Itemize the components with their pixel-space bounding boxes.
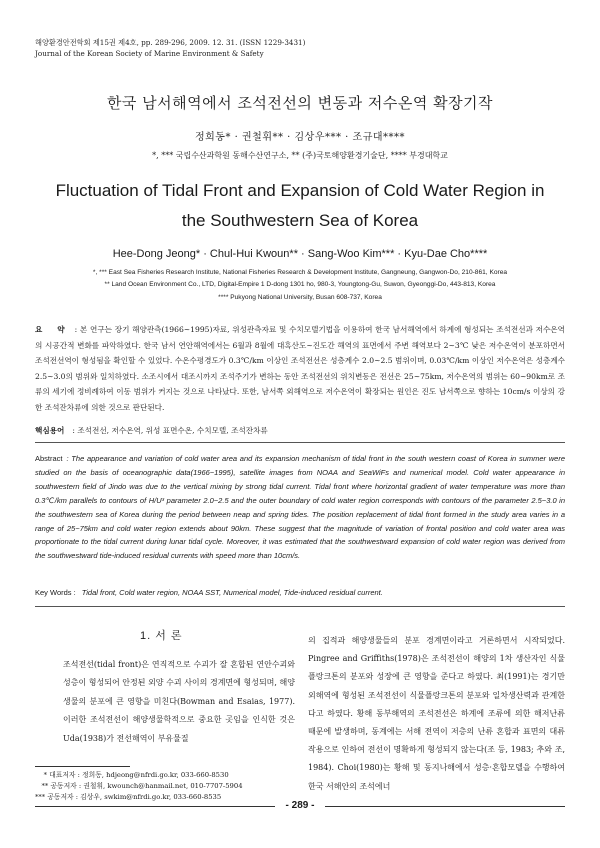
journal-citation: 해양환경안전학회 제15권 제4호, pp. 289-296, 2009. 12. 31. (ISSN 1229-3431) [35,38,306,47]
english-authors: Hee-Dong Jeong* · Chul-Hui Kwoun** · Sang-Woo Kim*** · Kyu-Dae Cho**** [112,248,488,260]
english-abstract-text: : The appearance and variation of cold water area and its expansion mechanism of tidal front in the south western coast of Korea in summer were studied on the basis of oceanographic data(1966~1995), satellite images from NOAA and SeaWiFs and numerical model. Cold water appearance in southwestern field of Jindo was due to the vertical mixing by strong tidal current. Tidal front where horizontal gradient of water temperature was more than 0.3℃/km parallels to contours of H/U³ parameter 2.0~2.5 and the outer boundary of cold water region corresponds with contours of the parameter 2.5~3.0 in the southwestern sea of Korea during the period between neap and spring tides. The position replacement of tidal front formed in the study area varies in a range of 25~75km and cold water region extends about 90km. These suggest that the magnitude of variation of frontal position and cold water area was proportionate to the tidal current during lunar tidal cycle. Moreover, it was estimated that the southwestward expansion of cold water region was derived from the southwestward tide-induced residual currents with speed more than 10cm/s. [35,454,565,561]
english-title-line2: the Southwestern Sea of Korea [181,211,419,230]
korean-abstract-label: 요 약 [35,325,71,334]
english-title-line1: Fluctuation of Tidal Front and Expansion of Cold Water Region in [55,181,545,200]
english-keywords [35,588,565,597]
abstract-divider [35,442,565,443]
footnote-1: * 대표저자 : 정희동, hdjeong@nfrdi.go.kr, 033-660-8530 [35,771,229,779]
english-keywords-label: Key Words : [35,588,76,597]
korean-keywords-text: : 조석전선, 저수온역, 위성 표면수온, 수치모델, 조석잔차류 [72,426,268,435]
body-right-column: 의 집적과 해양생물들의 분포 경계면이라고 거론하면서 시작되었다. Pingree and Griffiths(1978)은 조석전선이 해양의 1차 생산자인 식물플랑크톤의 분포와 성장에 큰 영향을 준다고 하였다. 최(1991)는 경기만 외해역에 형성된 조석전선이 식물플랑크톤의 분포와 일차생산력과 관계한다고 하였다. 황해 동부해역의 조석전선은 하계에 조류에 의한 해저난류 때문에 발생하며, 동계에는 서해 전역이 저층의 난류 혼합과 표면의 대류작용으로 인하여 전선이 명확하게 형성되지 않는다(조 등, 1983; 추와 조, 1984). Choi(1980)는 황해 및 동지나해에서 성층·혼합모델을 수행하여 한국 서해안의 조석에너 [308,636,565,791]
english-affiliation-1: *, *** East Sea Fisheries Research Institute, National Fisheries Research & Development Institute, Gangneung, Gangwon-Do, 210-861, Korea [92,269,508,276]
page-number-rule-right [325,806,565,807]
korean-abstract-text: : 본 연구는 장기 해양관측(1966~1995)자료, 위성관측자료 및 수치모델기법을 이용하여 한국 남서해역에서 하계에 형성되는 조석전선과 저수온역의 시공간적 변화를 파악하였다. 한국 남서 연안해역에서는 6월과 8월에 대흑산도~진도간 해역의 표면에서 주변 해역보다 2~3℃ 낮은 저수온역이 분포하면서 조석전선역이 형성됨을 확인할 수 있었다. 수온수평경도가 0.3℃/km 이상인 조석전선은 성층계수 2.0~2.5 범위이며, 0.03℃/km 이상인 저수온역은 성층계수 2.5~3.0의 범위와 일치하였다. 소조시에서 대조시까지 조석주기가 변하는 동안 조석전선의 위치변동은 전선은 25~75km, 저수온역의 범위는 60~90km로 조류의 세기에 정비례하여 이동 범위가 커지는 것으로 나타났다. 또한, 남서쪽 외해역으로 저수온역이 확장되는 원인은 진도 남서쪽으로 향하는 10cm/s 이상의 강한 조석잔차류에 의한 것으로 판단된다. [35,325,565,412]
korean-authors: 정희동* · 권철휘** · 김상우*** · 조규대**** [194,132,406,143]
korean-keywords-label: 핵심용어 [35,426,65,435]
footnotes [35,770,243,803]
footnote-3: *** 공동저자 : 김상우, swkim@nfrdi.go.kr, 033-660-8535 [35,793,222,801]
page-number: - 289 - [285,800,315,811]
korean-affiliation: *, *** 국립수산과학원 동해수산연구소, ** (주)국토해양환경기술단, **** 부경대학교 [152,151,448,160]
english-keywords-text: Tidal front, Cold water region, NOAA SST, Numerical model, Tide-induced residual current. [81,588,383,597]
keywords-divider [35,606,565,607]
korean-abstract [35,322,565,416]
journal-name: Journal of the Korean Society of Marine Environment & Safety [35,49,264,58]
korean-title: 한국 남서해역에서 조석전선의 변동과 저수온역 확장기작 [106,94,494,112]
english-affiliation-3: **** Pukyong National University, Busan 608-737, Korea [218,294,382,301]
korean-keywords [35,425,565,436]
footnote-2: ** 공동저자 : 권철휘, kwounch@hanmail.net, 010-7707-5904 [35,782,243,790]
english-abstract-label: Abstract [35,454,63,463]
english-abstract [35,452,565,563]
section-heading: 1. 서 론 [140,630,183,642]
english-title [40,176,560,236]
footnote-divider [35,766,130,767]
body-left-column: 조석전선(tidal front)은 연직적으로 수괴가 잘 혼합된 연안수괴와 성층이 형성되어 안정된 외양 수괴 사이의 경계면에 형성되며, 해양생물의 분포에 큰 영향을 미친다(Bowman and Esaias, 1977). 이러한 조석전선이 해양생물학적으로 중요한 곳임을 인식한 것은 Uda(1938)가 전선해역이 부유물질 [63,660,295,743]
english-affiliation-2: ** Land Ocean Environment Co., LTD, Digital-Empire 1 D-dong 1301 ho, 980-3, Youngtong-Gu, Suwon, Gyeonggi-Do, 443-813, Korea [104,281,496,288]
